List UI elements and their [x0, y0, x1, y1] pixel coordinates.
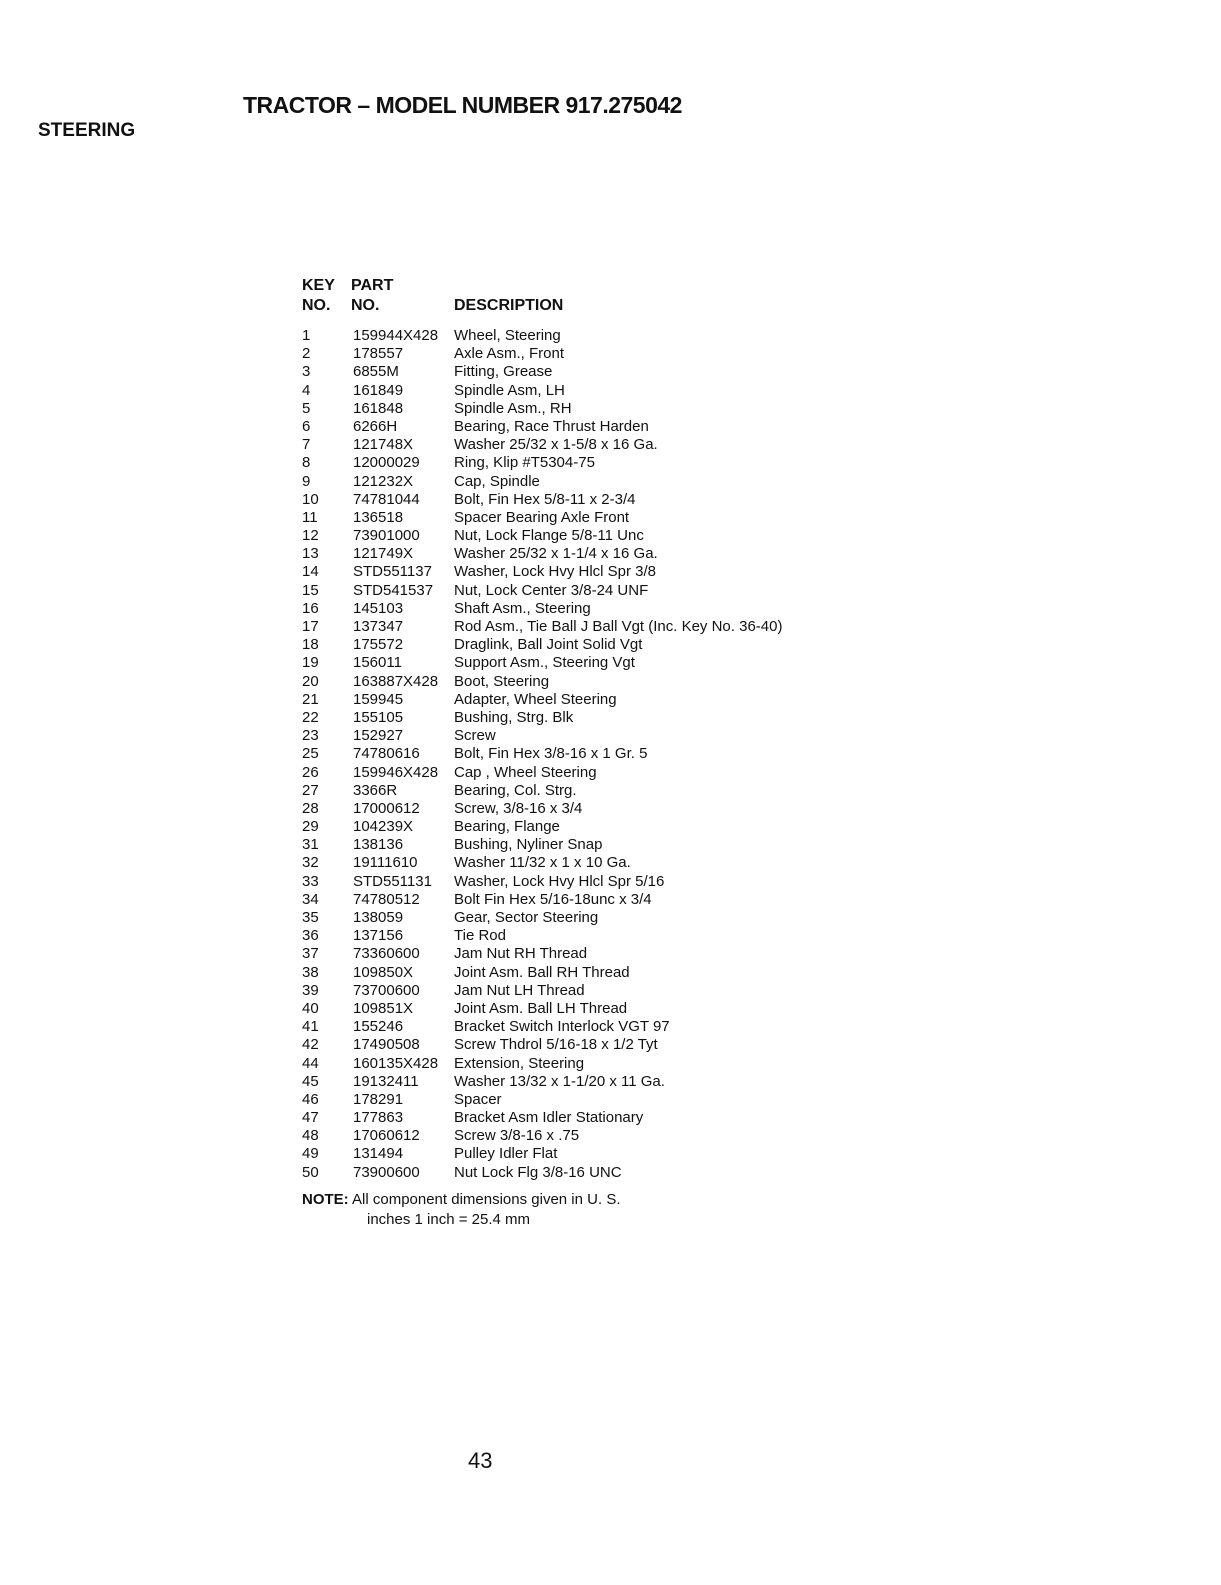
part-number: STD551131 [353, 872, 432, 890]
part-number: 104239X [353, 818, 414, 836]
part-number: 136518 [353, 508, 404, 526]
part-description: Spacer Bearing Axle Front [454, 508, 630, 526]
part-number: 159944X428 [353, 327, 439, 344]
part-description: Draglink, Ball Joint Solid Vgt [454, 636, 643, 654]
part-number: 109851X [353, 999, 414, 1017]
part-number: 3366R [353, 781, 398, 799]
key-number: 36 [302, 927, 319, 945]
key-number: 2 [302, 345, 311, 363]
part-number: 178557 [353, 345, 404, 363]
key-number: 35 [302, 909, 319, 926]
key-number: 21 [302, 690, 319, 708]
part-description: Washer 25/32 x 1-5/8 x 16 Ga. [454, 436, 658, 454]
key-number: 17 [302, 618, 319, 635]
part-description: Jam Nut LH Thread [454, 981, 585, 999]
part-number: 178291 [353, 1090, 404, 1108]
key-number: 4 [302, 381, 311, 399]
key-number: 27 [302, 781, 319, 799]
key-number: 1 [302, 327, 311, 344]
key-number: 32 [302, 854, 319, 872]
key-number: 47 [302, 1109, 319, 1127]
part-number: 74780616 [353, 745, 420, 763]
part-description: Rod Asm., Tie Ball J Ball Vgt (Inc. Key No. 36-40) [454, 618, 783, 635]
key-number: 33 [302, 872, 319, 890]
part-number: 73900600 [353, 1163, 420, 1181]
part-number: 17000612 [353, 799, 420, 817]
part-description: Support Asm., Steering Vgt [454, 654, 635, 672]
part-number: 177863 [353, 1109, 404, 1127]
part-number: 137156 [353, 927, 404, 945]
page-title: TRACTOR – MODEL NUMBER 917.275042 [243, 92, 682, 118]
part-number: 121749X [353, 545, 414, 563]
part-number: 161848 [353, 399, 404, 417]
part-description: Screw, 3/8-16 x 3/4 [454, 799, 583, 817]
part-description: Ring, Klip #T5304-75 [454, 454, 595, 472]
part-description: Screw 3/8-16 x .75 [454, 1127, 580, 1145]
key-number: 49 [302, 1145, 319, 1163]
part-description: Bolt, Fin Hex 3/8-16 x 1 Gr. 5 [454, 745, 648, 763]
part-number: 73700600 [353, 981, 420, 999]
section-heading: STEERING [38, 120, 136, 141]
part-number: 159945 [353, 690, 404, 708]
key-number: 15 [302, 581, 319, 599]
part-description: Bracket Switch Interlock VGT 97 [454, 1018, 670, 1036]
part-description: Nut, Lock Flange 5/8-11 Unc [454, 527, 644, 545]
key-number: 48 [302, 1127, 319, 1145]
key-number: 18 [302, 636, 319, 654]
part-number: 160135X428 [353, 1054, 439, 1072]
part-description: Bracket Asm Idler Stationary [454, 1109, 644, 1127]
key-number: 3 [302, 363, 311, 381]
key-number: 23 [302, 727, 319, 745]
key-number: 41 [302, 1018, 319, 1036]
key-number: 8 [302, 454, 311, 472]
part-number: 156011 [353, 654, 402, 672]
part-description: Bearing, Race Thrust Harden [454, 417, 649, 435]
key-number: 20 [302, 672, 319, 690]
key-number: 14 [302, 563, 319, 581]
part-number: 152927 [353, 727, 404, 745]
part-description: Adapter, Wheel Steering [454, 690, 617, 708]
part-description: Fitting, Grease [454, 363, 553, 381]
page-number: 43 [468, 1448, 493, 1473]
part-number: 121232X [353, 472, 414, 490]
part-description: Boot, Steering [454, 672, 550, 690]
part-description: Jam Nut RH Thread [454, 945, 588, 963]
key-number: 45 [302, 1072, 319, 1090]
part-number: 121748X [353, 436, 414, 454]
key-number: 29 [302, 818, 319, 836]
part-description: Cap, Spindle [454, 472, 540, 490]
key-number: 7 [302, 436, 311, 454]
key-number: 44 [302, 1054, 319, 1072]
part-number: STD551137 [353, 563, 432, 581]
part-number: 163887X428 [353, 672, 439, 690]
part-number: 17060612 [353, 1127, 420, 1145]
part-description: Washer 25/32 x 1-1/4 x 16 Ga. [454, 545, 658, 563]
part-description: Bearing, Flange [454, 818, 560, 836]
part-description: Nut Lock Flg 3/8-16 UNC [454, 1163, 622, 1181]
key-number: 25 [302, 745, 319, 763]
key-number: 13 [302, 545, 319, 563]
key-number: 50 [302, 1163, 319, 1181]
part-number: 6266H [353, 417, 398, 435]
part-number: 155105 [353, 708, 404, 726]
part-number: 74781044 [353, 490, 420, 508]
key-number: 11 [302, 508, 318, 526]
key-number: 6 [302, 417, 311, 435]
part-description: Washer, Lock Hvy Hlcl Spr 5/16 [454, 872, 665, 890]
note [302, 1190, 621, 1230]
key-number: 19 [302, 654, 319, 672]
key-number: 37 [302, 945, 319, 963]
part-description: Spindle Asm., RH [454, 399, 572, 417]
part-number: 73360600 [353, 945, 420, 963]
part-description: Joint Asm. Ball LH Thread [454, 999, 628, 1017]
part-description: Wheel, Steering [454, 327, 561, 344]
part-description: Tie Rod [454, 927, 506, 945]
key-number: 46 [302, 1090, 319, 1108]
part-number: 138059 [353, 909, 404, 926]
part-number: 161849 [353, 381, 404, 399]
key-number: 9 [302, 472, 311, 490]
part-number: 19111610 [353, 854, 418, 872]
part-description: Washer, Lock Hvy Hlcl Spr 3/8 [454, 563, 657, 581]
part-number: 131494 [353, 1145, 404, 1163]
part-number: 74780512 [353, 890, 420, 908]
part-number: 155246 [353, 1018, 404, 1036]
part-description: Spindle Asm, LH [454, 381, 565, 399]
key-number: 31 [302, 836, 319, 854]
key-number: 10 [302, 490, 319, 508]
part-description: Pulley Idler Flat [454, 1145, 558, 1163]
part-number: 138136 [353, 836, 404, 854]
part-header-top: PART [351, 277, 394, 294]
part-description: Nut, Lock Center 3/8-24 UNF [454, 581, 649, 599]
note-label: NOTE: [302, 1191, 349, 1208]
part-number: 175572 [353, 636, 404, 654]
key-number: 38 [302, 963, 319, 981]
part-description: Washer 11/32 x 1 x 10 Ga. [454, 854, 631, 872]
key-number: 5 [302, 399, 311, 417]
part-description: Cap , Wheel Steering [454, 763, 597, 781]
part-description: Bolt, Fin Hex 5/8-11 x 2-3/4 [454, 490, 636, 508]
key-number: 28 [302, 799, 319, 817]
part-description: Shaft Asm., Steering [454, 599, 591, 617]
part-description: Screw Thdrol 5/16-18 x 1/2 Tyt [454, 1036, 658, 1054]
part-number: 12000029 [353, 454, 420, 472]
key-number: 22 [302, 708, 319, 726]
part-description: Axle Asm., Front [454, 345, 565, 363]
key-number: 12 [302, 527, 319, 545]
part-number: 137347 [353, 618, 404, 635]
note-line-1: All component dimensions given in U. S. [352, 1191, 621, 1208]
key-header-top: KEY [302, 277, 335, 294]
part-number: 145103 [353, 599, 404, 617]
key-header-bottom: NO. [302, 297, 331, 314]
key-number: 39 [302, 981, 319, 999]
part-number: 6855M [353, 363, 399, 381]
note-line-2: inches 1 inch = 25.4 mm [367, 1211, 531, 1228]
part-description: Joint Asm. Ball RH Thread [454, 963, 630, 981]
part-number: 19132411 [353, 1072, 419, 1090]
key-number: 42 [302, 1036, 319, 1054]
part-header-bottom: NO. [351, 297, 380, 314]
part-description: Spacer [454, 1090, 502, 1108]
part-description: Screw [454, 727, 496, 745]
key-number: 26 [302, 763, 319, 781]
part-number: 73901000 [353, 527, 420, 545]
part-number: STD541537 [353, 581, 434, 599]
part-description: Bushing, Nyliner Snap [454, 836, 603, 854]
key-number: 16 [302, 599, 319, 617]
part-description: Extension, Steering [454, 1054, 585, 1072]
part-number: 17490508 [353, 1036, 420, 1054]
part-description: Bolt Fin Hex 5/16-18unc x 3/4 [454, 890, 652, 908]
key-number: 34 [302, 890, 319, 908]
part-description: Washer 13/32 x 1-1/20 x 11 Ga. [454, 1072, 665, 1090]
part-number: 109850X [353, 963, 414, 981]
part-description: Bearing, Col. Strg. [454, 781, 577, 799]
part-description: Gear, Sector Steering [454, 909, 599, 926]
part-description: Bushing, Strg. Blk [454, 708, 574, 726]
description-header: DESCRIPTION [454, 297, 564, 314]
key-number: 40 [302, 999, 319, 1017]
part-number: 159946X428 [353, 763, 439, 781]
